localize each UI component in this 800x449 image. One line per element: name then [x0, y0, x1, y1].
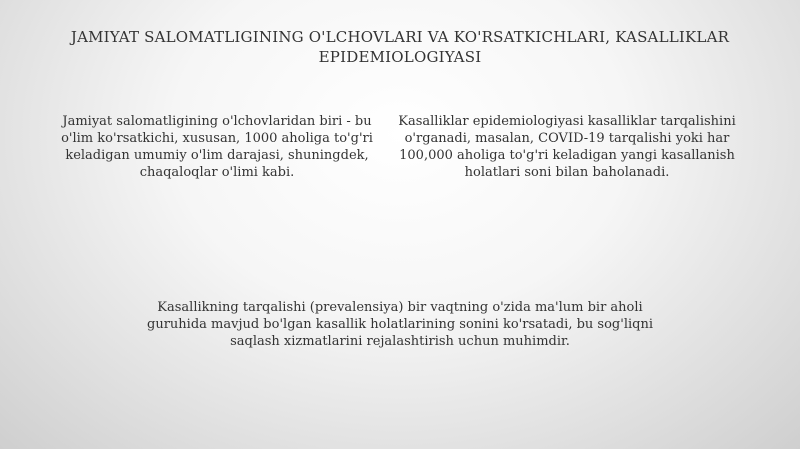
slide-title: JAMIYAT SALOMATLIGINING O'LCHOVLARI VA KO'RSATKICHLARI, KASALLIKLAR EPIDEMIOLOGIYASI: [70, 28, 730, 66]
text-block-epidemiology: Kasalliklar epidemiologiyasi kasalliklar tarqalishini o'rganadi, masalan, COVID-19 tarqalishi yoki har 100,000 aholiga to'g'ri keladigan yangi kasallanish holatlari soni bilan baholanadi.: [398, 114, 736, 180]
text-block-prevalence: Kasallikning tarqalishi (prevalensiya) bir vaqtning o'zida ma'lum bir aholi guruhida mavjud bo'lgan kasallik holatlarining sonini ko'rsatadi, bu sog'liqni saqlash xizmatlarini rejalashtirish uchun muhimdir.: [147, 300, 653, 349]
text-block-mortality: Jamiyat salomatligining o'lchovlaridan biri - bu o'lim ko'rsatkichi, xususan, 1000 aholiga to'g'ri keladigan umumiy o'lim darajasi, shuningdek, chaqaloqlar o'limi kabi.: [61, 114, 373, 180]
